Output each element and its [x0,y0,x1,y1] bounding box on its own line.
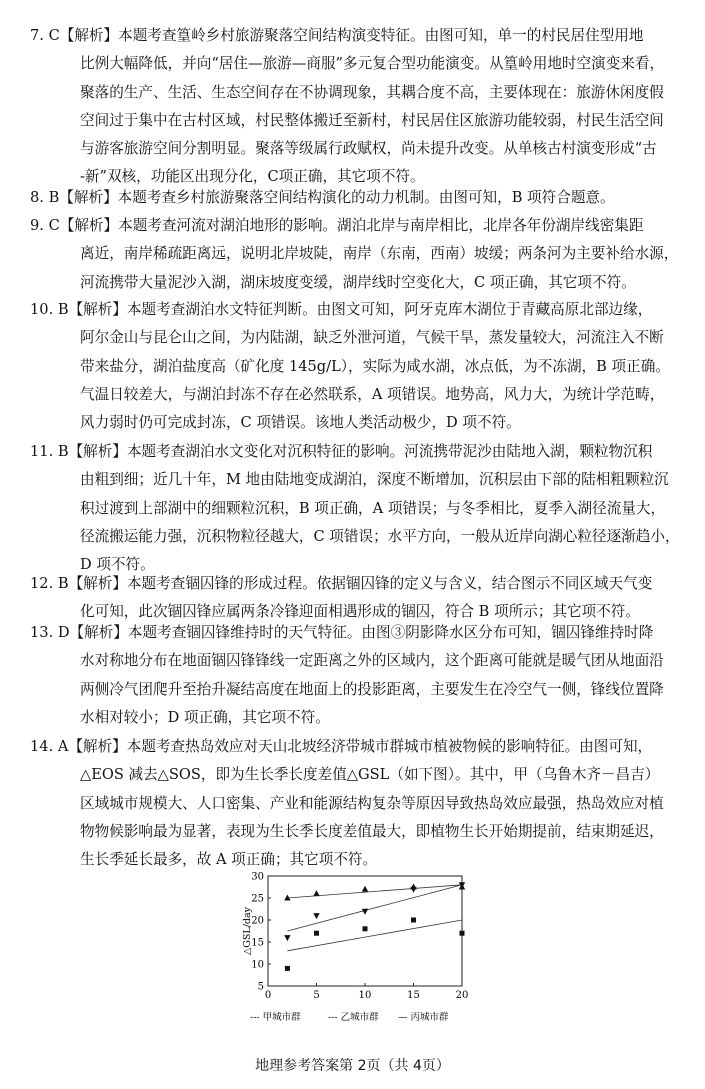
question-line: 空间过于集中在古村区域，村民整体搬迁至新村，村民居住区旅游功能较弱，村民生活空间 [80,111,664,129]
question-line: 聚落的生产、生活、生态空间存在不协调现象，其耦合度不高，主要体现在：旅游休闲度假 [80,83,664,101]
question-line: 区域城市规模大、人口密集、产业和能源结构复杂等原因导致热岛效应最强，热岛效应对植 [80,794,664,812]
question-line: 两侧冷气团爬升至抬升凝结高度在地面上的投影距离，主要发生在冷空气一侧，锋线位置降 [80,680,664,698]
legend-entry: --- 乙城市群 [328,1012,379,1023]
data-point-triangle-down [410,887,416,893]
data-point-square [363,926,368,931]
x-tick-label: 5 [313,990,320,1001]
question-line: -新”双核，功能区出现分化，C项正确，其它项不符。 [80,168,425,186]
y-tick-label: 25 [251,893,264,905]
question-q11 [30,438,690,579]
question-line: 阿尔金山与昆仑山之间，为内陆湖，缺乏外泄河道，气候干旱，蒸发量较大，河流注入不断 [80,329,664,347]
data-point-square [460,931,465,936]
legend-entry: --- 甲城市群 [250,1012,301,1023]
question-line: 气温日较差大，与湖泊封冻不存在必然联系，A 项错误。地势高，风力大，为统计学范畴， [80,385,665,403]
data-point-triangle-down [313,913,319,919]
y-tick-label: 5 [257,981,264,993]
question-line: D 项不符。 [80,556,155,574]
data-point-square [411,918,416,923]
question-line: 化可知，此次锢囚锋应属两条冷锋迎面相遇形成的锢囚，符合 B 项所示；其它项不符。 [80,603,640,621]
question-line: 9. C【解析】本题考查河流对湖泊地形的影响。湖泊北岸与南岸相比，北岸各年份湖岸线密集距 [30,217,644,234]
question-q14 [30,733,690,874]
x-tick-label: 0 [264,990,272,1001]
data-point-square [285,966,290,971]
question-line: 14. A【解析】本题考查热岛效应对天山北坡经济带城市群城市植被物候的影响特征。由图可知， [30,738,653,755]
question-line: 7. C【解析】本题考查篁岭乡村旅游聚落空间结构演变特征。由图可知，单一的村民居住型用地 [30,27,644,44]
question-line: 物物候影响最为显著，表现为生长季长度差值最大，即植物生长开始期提前，结束期延迟， [80,822,664,840]
question-line: △EOS 减去△SOS，即为生长季长度差值△GSL（如下图）。其中，甲（乌鲁木齐－昌吉） [80,766,660,784]
question-line: 水对称地分布在地面锢囚锋锋线一定距离之外的区域内，这个距离可能就是暖气团从地面沿 [80,652,664,670]
question-line: 8. B【解析】本题考查乡村旅游聚落空间结构演化的动力机制。由图可知，B 项符合题意。 [30,189,615,206]
gsl-chart [240,868,480,1028]
question-line: 积过渡到上部湖中的细颗粒沉积，B 项正确，A 项错误；与冬季相比，夏季入湖径流量大， [80,499,666,517]
question-q8 [30,184,690,212]
question-line: 11. B【解析】本题考查湖泊水文变化对沉积特征的影响。河流携带泥沙由陆地入湖，颗粒物沉积 [30,443,653,460]
data-point-triangle-down [362,909,368,915]
question-line: 河流携带大量泥沙入湖，湖床坡度变缓，湖岸线时空变化大，C 项正确，其它项不符。 [80,273,636,291]
question-q7 [30,22,690,192]
question-q10 [30,296,690,437]
page-footer: 地理参考答案第 2页（共 4页） [255,1058,450,1074]
y-tick-label: 10 [251,959,264,971]
question-line: 10. B【解析】本题考查湖泊水文特征判断。由图文可知，阿牙克库木湖位于青藏高原北部边缘， [30,301,653,318]
y-tick-label: 30 [251,871,264,883]
data-point-square [314,931,319,936]
x-tick-label: 15 [407,990,420,1001]
trend-line-2 [287,920,462,951]
question-line: 由粗到细；近几十年，M 地由陆地变成湖泊，深度不断增加，沉积层由下部的陆相粗颗粒沉 [80,471,669,489]
question-line: 比例大幅降低，并向“居住—旅游—商服”多元复合型功能演变。从篁岭用地时空演变来看， [80,55,665,73]
gsl-chart-svg [240,868,480,1028]
x-tick-label: 20 [455,990,469,1001]
question-line: 与游客旅游空间分割明显。聚落等级属行政赋权，尚未提升改变。从单核古村演变形成“古 [80,140,657,158]
question-line: 离近，南岸稀疏距离远，说明北岸坡陡，南岸（东南，西南）坡缓；两条河为主要补给水源， [80,245,679,263]
question-line: 径流搬运能力强，沉积物粒径越大，C 项错误；水平方向，一般从近岸向湖心粒径逐渐趋小， [80,527,680,545]
data-point-triangle [313,890,319,896]
y-tick-label: 20 [251,915,264,927]
legend-entry: — 丙城市群 [398,1012,449,1023]
question-line: 水相对较小；D 项正确，其它项不符。 [80,708,330,726]
y-axis-label: △GSL/day [242,906,253,956]
data-point-triangle [362,886,368,892]
question-q13 [30,619,690,732]
question-line: 生长季延长最多，故 A 项正确；其它项不符。 [80,851,378,869]
question-line: 13. D【解析】本题考查锢囚锋维持时的天气特征。由图③阴影降水区分布可知，锢囚锋维持时降 [30,624,654,641]
question-line: 风力弱时仍可完成封冻，C 项错误。该地人类活动极少，D 项不符。 [80,414,521,432]
x-tick-label: 10 [358,990,372,1001]
y-tick-label: 15 [251,937,264,949]
question-line: 12. B【解析】本题考查锢囚锋的形成过程。依据锢囚锋的定义与含义，结合图示不同区域天气变 [30,575,653,592]
question-q9 [30,212,690,297]
data-point-triangle-down [284,935,290,941]
question-line: 带来盐分，湖泊盐度高（矿化度 145g/L），实际为咸水湖，冰点低，为不冻湖，B 项正确。 [80,357,670,375]
